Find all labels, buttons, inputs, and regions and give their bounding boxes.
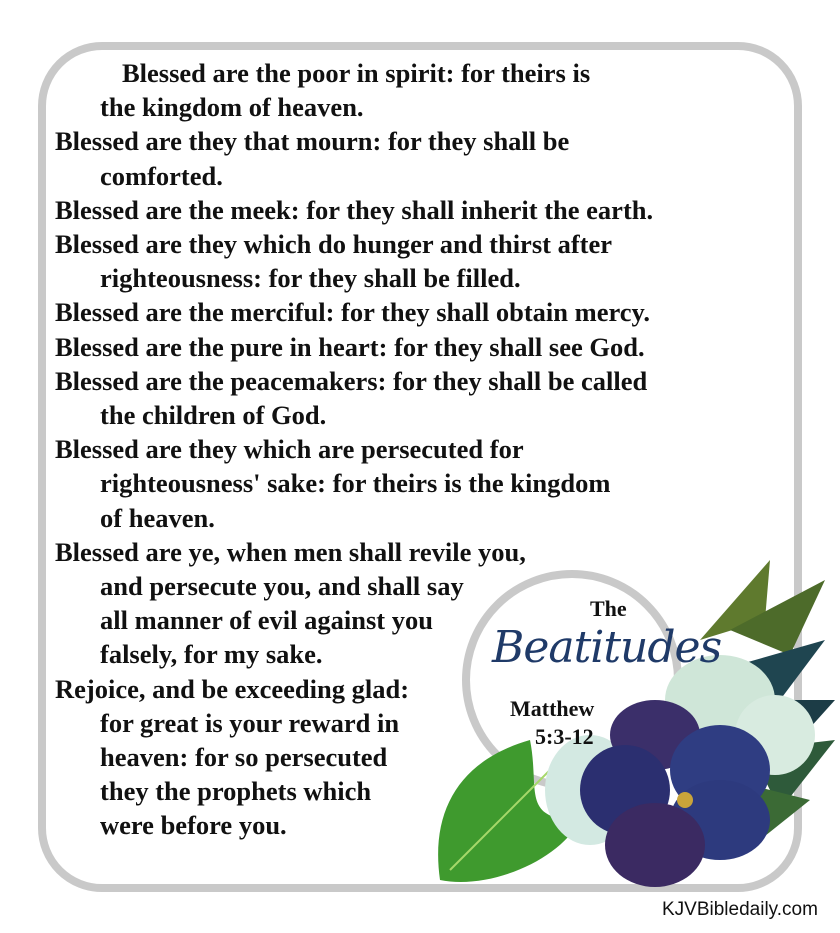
verse-line: the children of God. [100,400,327,430]
floral-illustration [430,560,840,890]
verse-line: all manner of evil against you [100,605,433,636]
verse-line: Blessed are the meek: for they shall inherit the earth. [55,194,654,225]
verse-line: they the prophets which [100,776,372,807]
badge-title: Beatitudes [492,622,722,673]
verse-line: of heaven. [100,502,215,533]
verse-line: Blessed are they which are persecuted for [55,434,524,465]
badge-reference-verses: 5:3-12 [535,724,594,749]
verse-line: Blessed are ye, when men shall revile you, [55,536,526,567]
verse-line: righteousness: for they shall be filled. [100,263,521,294]
badge-reference-book: Matthew [510,696,595,721]
verse-line: were before you. [100,810,287,841]
verse-line: Blessed are the pure in heart: for they shall see God. [55,331,645,362]
verse-line: comforted. [100,160,223,191]
verse-line: falsely, for my sake. [100,639,323,670]
verse-line: Blessed are the poor in spirit: for theirs is [122,58,591,88]
verse-line: Blessed are they that mourn: for they shall be [55,126,570,157]
verse-line: Blessed are they which do hunger and thirst after [55,229,613,259]
verse-line: Rejoice, and be exceeding glad: [55,673,410,704]
verse-line: for great is your reward in [100,707,400,738]
verse-line: and persecute you, and shall say [100,571,464,601]
verse-line: heaven: for so persecuted [100,742,388,772]
verse-line: righteousness' sake: for theirs is the kingdom [100,468,611,499]
site-watermark: KJVBibledaily.com [662,899,818,920]
verse-line: the kingdom of heaven. [100,92,364,123]
verse-line: Blessed are the peacemakers: for they shall be called [55,365,648,396]
badge-the: The [590,596,627,621]
verse-line: Blessed are the merciful: for they shall obtain mercy. [55,297,650,328]
